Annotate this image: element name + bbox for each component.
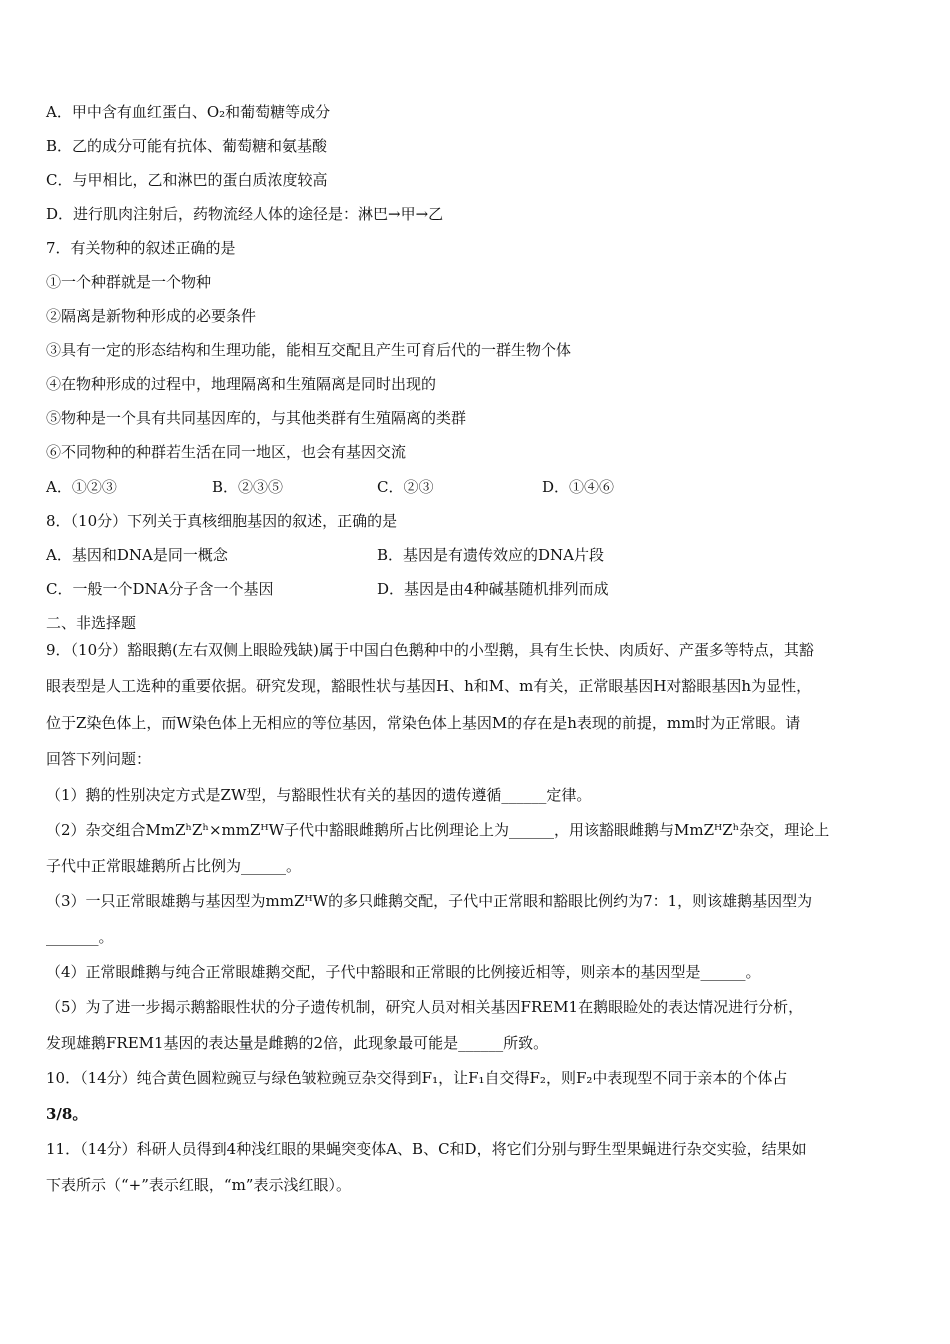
q9-text: 9．（10分）豁眼鹅(左右双侧上眼睑残缺)属于中国白色鹅种中的小型鹅，具有生长快、肉质好、产蛋多等特点，其豁 (46, 641, 814, 659)
q8-option-c: C．一般一个DNA分子含一个基因 (46, 580, 274, 598)
q9-text: 眼表型是人工选种的重要依据。研究发现，豁眼性状与基因H、h和M、m有关，正常眼基因H对豁眼基因h为显性， (46, 677, 812, 695)
q8-option-a: A．基因和DNA是同一概念 (46, 546, 228, 564)
q7-option-a: A．①②③ (46, 478, 117, 496)
q6-option-d: D．进行肌肉注射后，药物流经人体的途径是：淋巴→甲→乙 (46, 205, 444, 223)
q9-text: 回答下列问题： (46, 750, 152, 768)
q6-option-c: C．与甲相比，乙和淋巴的蛋白质浓度较高 (46, 171, 328, 189)
q9-part-2: （2）杂交组合MmZʰZʰ×mmZᴴW子代中豁眼雌鹅所占比例理论上为______，用该豁眼雌鹅与MmZᴴZʰ杂交，理论上 (46, 821, 830, 839)
q7-item: ②隔离是新物种形成的必要条件 (46, 307, 257, 325)
q11-text-cont: 下表所示（“+”表示红眼，“m”表示浅红眼）。 (46, 1176, 351, 1194)
q7-item: ③具有一定的形态结构和生理功能，能相互交配且产生可育后代的一群生物个体 (46, 341, 572, 359)
q7-option-c: C．②③ (377, 478, 434, 496)
q9-part-5: （5）为了进一步揭示鹅豁眼性状的分子遗传机制，研究人员对相关基因FREM1在鹅眼睑处的表达情况进行分析， (46, 998, 804, 1016)
q10-text: 10．（14分）纯合黄色圆粒豌豆与绿色皱粒豌豆杂交得到F₁，让F₁自交得F₂，则F₂中表现型不同于亲本的个体占 (46, 1069, 788, 1087)
q10-text-cont: 3/8。 (46, 1105, 88, 1123)
q6-option-a: A．甲中含有血红蛋白、O₂和葡萄糖等成分 (46, 103, 331, 121)
q9-part-2-cont: 子代中正常眼雄鹅所占比例为______。 (46, 857, 302, 875)
q9-part-3: （3）一只正常眼雄鹅与基因型为mmZᴴW的多只雌鹅交配，子代中正常眼和豁眼比例约为7：1，则该雄鹅基因型为 (46, 892, 813, 910)
q7-item: ⑥不同物种的种群若生活在同一地区，也会有基因交流 (46, 443, 407, 461)
q7-option-d: D．①④⑥ (542, 478, 615, 496)
q7-stem: 7．有关物种的叙述正确的是 (46, 239, 236, 257)
q8-option-d: D．基因是由4种碱基随机排列而成 (377, 580, 609, 598)
q8-stem: 8．（10分）下列关于真核细胞基因的叙述，正确的是 (46, 512, 398, 530)
q7-item: ⑤物种是一个具有共同基因库的，与其他类群有生殖隔离的类群 (46, 409, 467, 427)
q7-item: ①一个种群就是一个物种 (46, 273, 212, 291)
q9-part-5-cont: 发现雄鹅FREM1基因的表达量是雌鹅的2倍，此现象最可能是______所致。 (46, 1034, 549, 1052)
q11-text: 11．（14分）科研人员得到4种浅红眼的果蝇突变体A、B、C和D，将它们分别与野生型果蝇进行杂交实验，结果如 (46, 1140, 807, 1158)
section-heading: 二、非选择题 (46, 614, 137, 632)
q6-option-b: B．乙的成分可能有抗体、葡萄糖和氨基酸 (46, 137, 328, 155)
q9-part-1: （1）鹅的性别决定方式是ZW型，与豁眼性状有关的基因的遗传遵循______定律。 (46, 786, 592, 804)
q9-part-3-cont: _______。 (46, 928, 114, 946)
q7-option-b: B．②③⑤ (212, 478, 284, 496)
q7-item: ④在物种形成的过程中，地理隔离和生殖隔离是同时出现的 (46, 375, 437, 393)
q9-part-4: （4）正常眼雌鹅与纯合正常眼雄鹅交配，子代中豁眼和正常眼的比例接近相等，则亲本的基因型是______。 (46, 963, 761, 981)
q9-text: 位于Z染色体上，而W染色体上无相应的等位基因，常染色体上基因M的存在是h表现的前提，mm时为正常眼。请 (46, 714, 801, 732)
q8-option-b: B．基因是有遗传效应的DNA片段 (377, 546, 605, 564)
